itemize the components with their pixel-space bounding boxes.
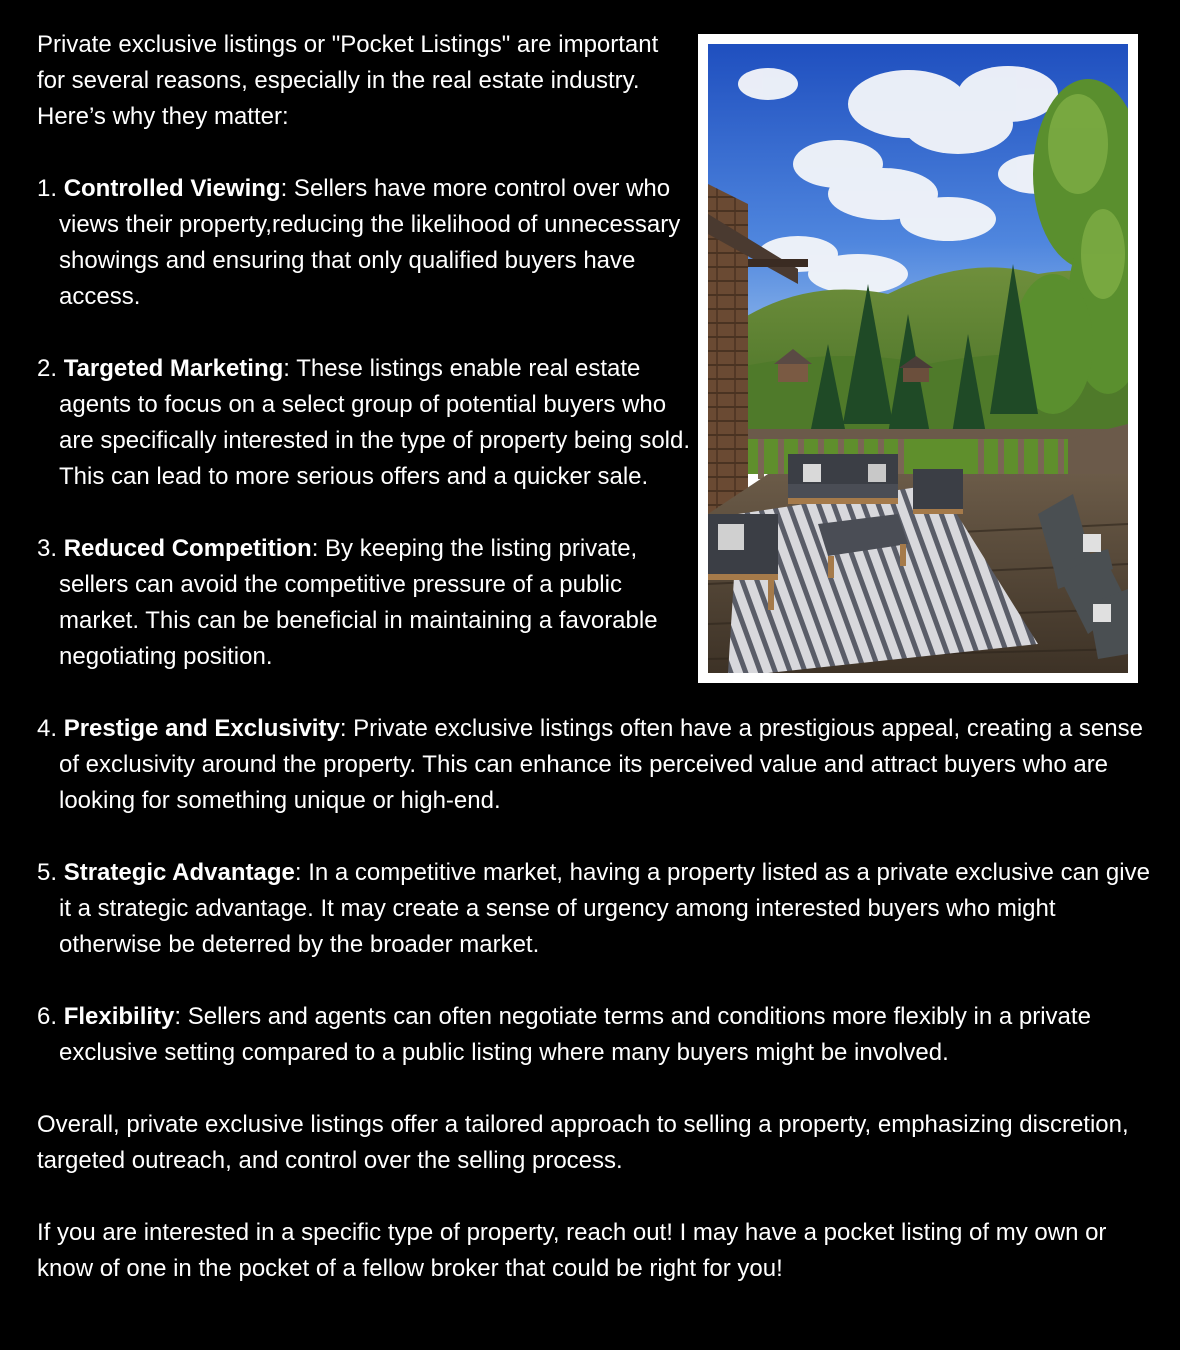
item-title: Controlled Viewing bbox=[63, 175, 281, 202]
item-number: 1. bbox=[37, 175, 64, 202]
item-text: : These listings enable real estate agents to focus on a select group of potential buyers who are specifically interested in the type of property being sold. This can lead to more serious offers and a quicker sale. bbox=[59, 355, 691, 490]
item-number: 4. bbox=[37, 715, 64, 742]
closing-paragraph: Overall, private exclusive listings offer a tailored approach to selling a property, emphasizing discretion, targeted outreach, and control over the selling process. bbox=[37, 1111, 1129, 1174]
list-item-prestige-exclusivity bbox=[37, 711, 1157, 819]
property-photo-frame bbox=[698, 34, 1138, 683]
item-number: 2. bbox=[37, 355, 64, 382]
item-text: : By keeping the listing private, sellers can avoid the competitive pressure of a public market. This can be beneficial in maintaining a favorable negotiating position. bbox=[59, 535, 658, 670]
item-number: 6. bbox=[37, 1003, 64, 1030]
call-to-action-paragraph: If you are interested in a specific type of property, reach out! I may have a pocket listing of my own or know of one in the pocket of a fellow broker that could be right for you! bbox=[37, 1219, 1107, 1282]
item-title: Reduced Competition bbox=[63, 535, 312, 562]
item-title: Prestige and Exclusivity bbox=[63, 715, 340, 742]
item-text: : Sellers and agents can often negotiate terms and conditions more flexibly in a private exclusive setting compared to a public listing where many buyers might be involved. bbox=[59, 1003, 1091, 1066]
list-item-strategic-advantage bbox=[37, 855, 1157, 963]
item-number: 3. bbox=[37, 535, 64, 562]
item-text: : Sellers have more control over who views their property,reducing the likelihood of unnecessary showings and ensuring that only qualified buyers have access. bbox=[59, 175, 681, 310]
item-title: Flexibility bbox=[63, 1003, 175, 1030]
list-item-controlled-viewing bbox=[37, 171, 699, 315]
item-text: : Private exclusive listings often have a prestigious appeal, creating a sense of exclusivity around the property. This can enhance its perceived value and attract buyers who are looking for something unique or high-end. bbox=[59, 715, 1143, 814]
list-item-targeted-marketing bbox=[37, 351, 699, 495]
list-item-flexibility bbox=[37, 999, 1157, 1071]
list-item-reduced-competition bbox=[37, 531, 699, 675]
item-text: : In a competitive market, having a property listed as a private exclusive can give it a strategic advantage. It may create a sense of urgency among interested buyers who might otherwise be deterred by the broader market. bbox=[59, 859, 1150, 958]
intro-paragraph: Private exclusive listings or "Pocket Listings" are important for several reasons, especially in the real estate industry. Here’s why they matter: bbox=[37, 31, 659, 130]
item-title: Strategic Advantage bbox=[63, 859, 295, 886]
item-title: Targeted Marketing bbox=[63, 355, 284, 382]
property-photo bbox=[708, 44, 1128, 673]
item-number: 5. bbox=[37, 859, 64, 886]
